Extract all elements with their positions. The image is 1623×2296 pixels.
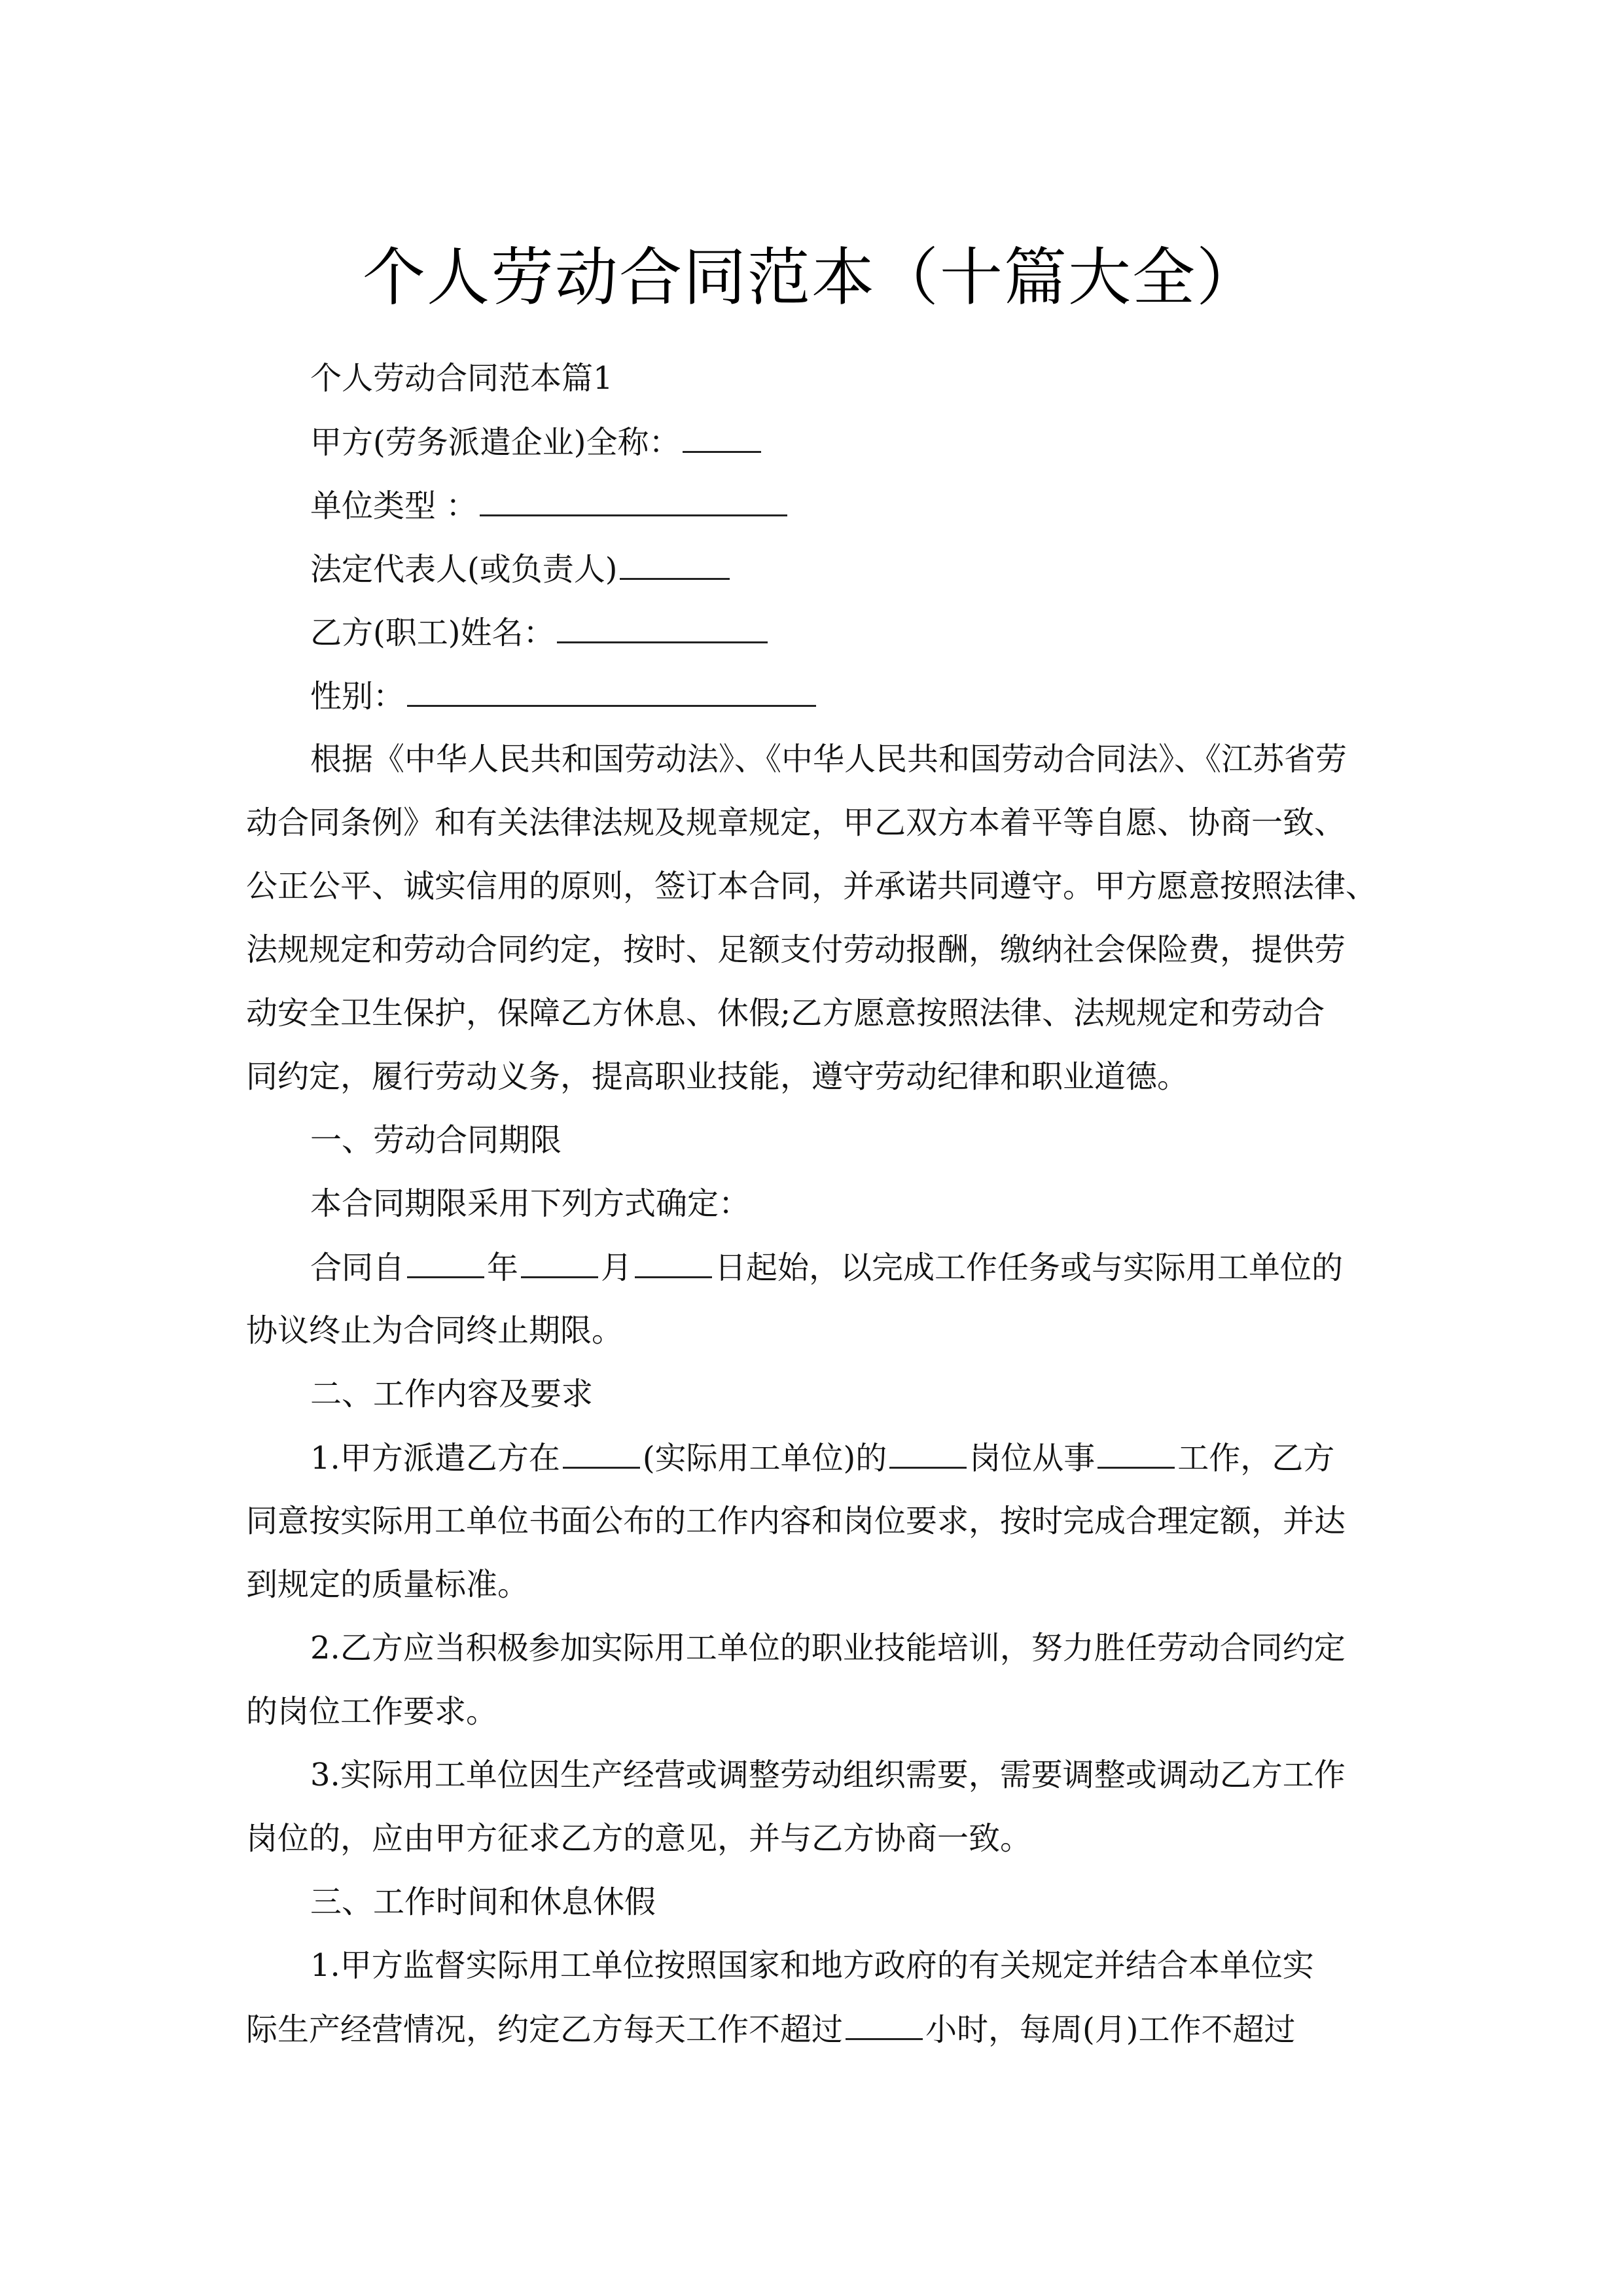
text: 1.甲方派遣乙方在 [310,1440,560,1477]
preamble-line: 动安全卫生保护，保障乙方休息、休假;乙方愿意按照法律、法规规定和劳动合 [246,995,1325,1031]
text: 日起始，以完成工作任务或与实际用工单位的 [715,1249,1344,1286]
paragraph-line: 3.实际用工单位因生产经营或调整劳动组织需要，需要调整或调动乙方工作 [310,1757,1346,1793]
blank-post[interactable] [889,1438,967,1469]
preamble-line: 同约定，履行劳动义务，提高职业技能，遵守劳动纪律和职业道德。 [246,1058,1189,1095]
preamble-line: 动合同条例》和有关法律法规及规章规定，甲乙双方本着平等自愿、协商一致、 [246,804,1346,841]
text: 际生产经营情况，约定乙方每天工作不超过 [246,2011,844,2048]
blank-year[interactable] [407,1247,484,1278]
text: 年 [487,1249,519,1286]
text: 合同自 [310,1249,405,1286]
field-label: 甲方(劳务派遣企业)全称： [310,424,681,461]
blank-party-a-name[interactable] [683,422,761,453]
preamble-line: 公正公平、诚实信用的原则，签订本合同，并承诺共同遵守。甲方愿意按照法律、 [246,868,1378,905]
blank-employer-unit[interactable] [563,1438,640,1469]
blank-legal-rep[interactable] [620,549,730,580]
section-3-heading: 三、工作时间和休息休假 [310,1884,656,1920]
text: 小时，每周(月)工作不超过 [925,2011,1296,2048]
text: 月 [601,1249,633,1286]
section-1-heading: 一、劳动合同期限 [310,1122,562,1158]
section-heading: 个人劳动合同范本篇1 [310,360,613,397]
field-label: 乙方(职工)姓名： [310,615,555,651]
blank-work-type[interactable] [1097,1438,1175,1469]
contract-term-line-2: 协议终止为合同终止期限。 [246,1312,624,1349]
field-party-a [310,422,764,462]
blank-day[interactable] [635,1247,712,1278]
field-label: 性别： [310,678,405,715]
field-label: 法定代表人(或负责人) [310,551,618,588]
contract-term-line [310,1247,1343,1287]
paragraph-line: 到规定的质量标准。 [246,1566,529,1603]
blank-month[interactable] [521,1247,598,1278]
field-party-b [310,613,770,653]
paragraph-line: 岗位的，应由甲方征求乙方的意见，并与乙方协商一致。 [246,1820,1032,1857]
field-unit-type [310,486,790,526]
blank-unit-type[interactable] [480,486,787,516]
paragraph-line: 同意按实际用工单位书面公布的工作内容和岗位要求，按时完成合理定额，并达 [246,1503,1346,1539]
text: 工作，乙方 [1177,1440,1335,1477]
text: 岗位从事 [969,1440,1096,1477]
work-content-line [310,1438,1334,1478]
paragraph-line: 2.乙方应当积极参加实际用工单位的职业技能培训，努力胜任劳动合同约定 [310,1630,1346,1666]
working-hours-line [246,2009,1295,2049]
paragraph-line: 1.甲方监督实际用工单位按照国家和地方政府的有关规定并结合本单位实 [310,1947,1314,1984]
blank-party-b-name[interactable] [557,613,768,643]
field-label: 单位类型 ： [310,488,478,524]
preamble-line: 法规规定和劳动合同约定，按时、足额支付劳动报酬，缴纳社会保险费，提供劳 [246,931,1346,968]
field-gender [310,676,819,716]
field-legal-rep [310,549,732,589]
blank-gender[interactable] [407,676,816,707]
preamble-line: 根据《中华人民共和国劳动法》、《中华人民共和国劳动合同法》、《江苏省劳 [310,741,1347,778]
document-title: 个人劳动合同范本（十篇大全） [363,241,1260,315]
blank-daily-hours[interactable] [846,2009,923,2040]
section-1-intro: 本合同期限采用下列方式确定： [310,1185,751,1222]
paragraph-line: 的岗位工作要求。 [246,1693,498,1730]
section-2-heading: 二、工作内容及要求 [310,1376,594,1412]
text: (实际用工单位)的 [642,1440,887,1477]
